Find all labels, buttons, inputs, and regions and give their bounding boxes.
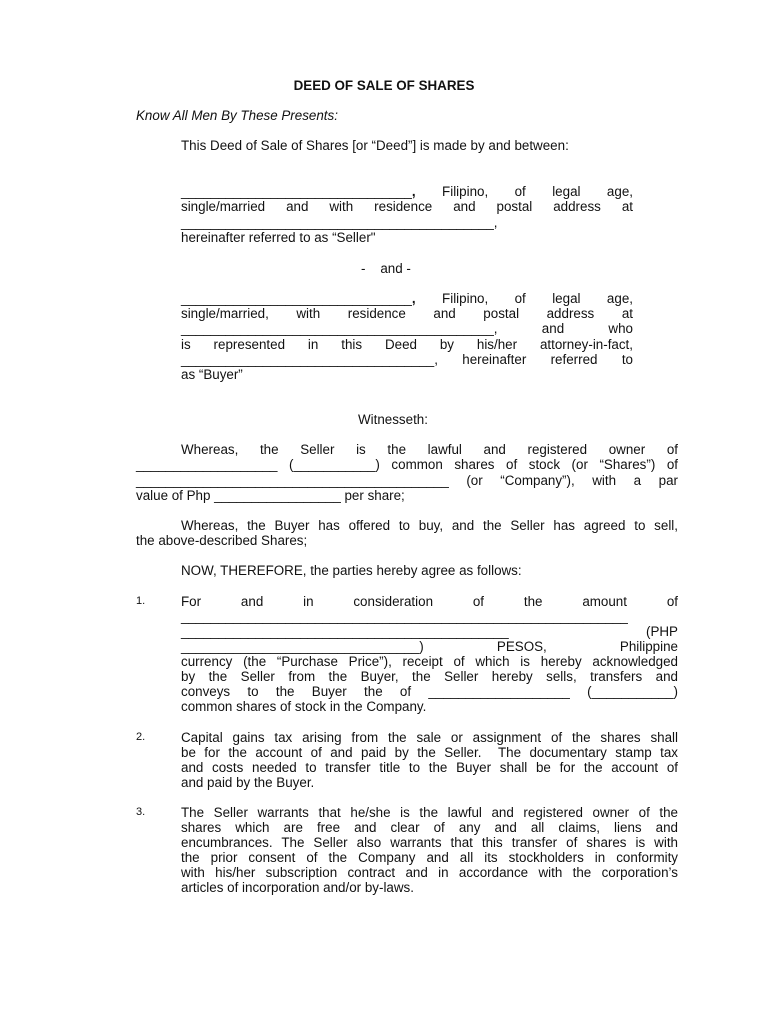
buyer-line-2: single/married, with residence and postal address at xyxy=(181,306,633,321)
item1-line-6: by the Seller from the Buyer, the Seller hereby sells, transfers and xyxy=(181,669,678,684)
seller-line-1 xyxy=(181,184,633,199)
seller-designation: hereinafter referred to as “Seller" xyxy=(181,230,376,245)
intro-paragraph: This Deed of Sale of Shares [or “Deed”] is made by and between: xyxy=(181,138,569,153)
item2-line-2: be for the account of and paid by the Seller. The documentary stamp tax xyxy=(181,745,678,760)
item2-line-4: and paid by the Buyer. xyxy=(181,775,315,790)
now-therefore-line: NOW, THEREFORE, the parties hereby agree as follows: xyxy=(181,563,522,578)
item3-line-5: with his/her subscription contract and in accordance with the corporation’s xyxy=(181,865,678,880)
buyer-name-blank: _______________________________ xyxy=(181,291,412,306)
whereas1-line-1: Whereas, the Seller is the lawful and registered owner of xyxy=(181,442,678,457)
and-separator: - and - xyxy=(361,261,411,276)
item3-line-2: shares which are free and clear of any and all claims, liens and xyxy=(181,820,678,835)
item1-line-4: ________________________________) PESOS, Philippine xyxy=(181,639,678,654)
item1-line-7: conveys to the Buyer the of ___________________ (___________) xyxy=(181,684,678,699)
seller-line-2: single/married and with residence and postal address at xyxy=(181,199,633,214)
seller-address-blank: __________________________________________, xyxy=(181,215,498,230)
document-title: DEED OF SALE OF SHARES xyxy=(293,78,475,93)
buyer-line-1 xyxy=(181,291,633,306)
item3-line-6: articles of incorporation and/or by-laws. xyxy=(181,880,414,895)
item2-number: 2. xyxy=(136,731,146,743)
whereas2-line-2: the above-described Shares; xyxy=(136,533,308,548)
opening-line: Know All Men By These Presents: xyxy=(136,108,338,123)
buyer-designation: as “Buyer” xyxy=(181,367,243,382)
witnesseth-heading: Witnesseth: xyxy=(358,412,428,427)
whereas1-line-4: value of Php _________________ per share; xyxy=(136,488,405,503)
item3-line-3: encumbrances. The Seller also warrants that this transfer of shares is with xyxy=(181,835,678,850)
seller-citizenship: Filipino, of legal age, xyxy=(415,184,633,199)
item1-line-3: ____________________________________________ (PHP xyxy=(181,624,678,639)
seller-name-blank: _______________________________ xyxy=(181,184,412,199)
buyer-citizenship: Filipino, of legal age, xyxy=(415,291,633,306)
item3-line-1: The Seller warrants that he/she is the lawful and registered owner of the xyxy=(181,805,678,820)
whereas2-line-1: Whereas, the Buyer has offered to buy, and the Seller has agreed to sell, xyxy=(181,518,678,533)
buyer-line-3: __________________________________________, and who xyxy=(181,321,633,336)
item1-line-5: currency (the “Purchase Price”), receipt of which is hereby acknowledged xyxy=(181,654,678,669)
item3-line-4: the prior consent of the Company and all its stockholders in conformity xyxy=(181,850,678,865)
item1-line-8: common shares of stock in the Company. xyxy=(181,699,427,714)
item1-line-2: ____________________________________________________________ xyxy=(181,609,628,624)
buyer-name-comma: , xyxy=(411,291,416,306)
whereas1-line-3: __________________________________________ (or “Company”), with a par xyxy=(136,473,678,488)
item2-line-3: and costs needed to transfer title to the Buyer shall be for the account of xyxy=(181,760,678,775)
item2-line-1: Capital gains tax arising from the sale or assignment of the shares shall xyxy=(181,730,678,745)
seller-name-comma: , xyxy=(411,184,416,199)
whereas1-line-2: ___________________ (___________) common shares of stock (or “Shares”) of xyxy=(136,457,678,472)
item1-line-1: For and in consideration of the amount of xyxy=(181,594,678,609)
item1-number: 1. xyxy=(136,595,146,607)
buyer-line-4: is represented in this Deed by his/her attorney-in-fact, xyxy=(181,337,633,352)
buyer-line-5: __________________________________, hereinafter referred to xyxy=(181,352,633,367)
item3-number: 3. xyxy=(136,806,146,818)
